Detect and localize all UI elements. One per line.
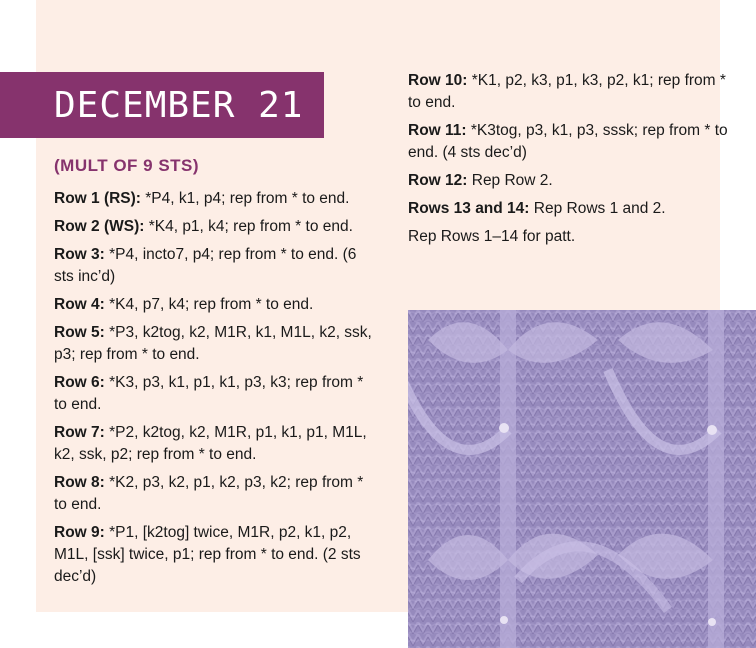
row-instruction: Row 11: *K3tog, p3, k1, p3, sssk; rep from * to end. (4 sts dec’d) (408, 122, 728, 161)
row-instruction: Row 6: *K3, p3, k1, p1, k1, p3, k3; rep from * to end. (54, 374, 364, 413)
row-instruction: Rep Rows 1–14 for patt. (408, 228, 576, 245)
row-instruction: Row 10: *K1, p2, k3, p1, k3, p2, k1; rep from * to end. (408, 72, 726, 111)
page-title: DECEMBER 21 (54, 85, 304, 126)
row-instruction: Rows 13 and 14: Rep Rows 1 and 2. (408, 200, 666, 217)
stitch-multiple: (MULT OF 9 STS) (54, 156, 200, 175)
row-instruction: Row 12: Rep Row 2. (408, 172, 553, 189)
instructions-right (408, 70, 728, 254)
row-instruction: Row 1 (RS): *P4, k1, p4; rep from * to end. (54, 190, 350, 207)
row-instruction: Row 7: *P2, k2tog, k2, M1R, p1, k1, p1, M1L, k2, ssk, p2; rep from * to end. (54, 424, 367, 463)
instructions-left (54, 188, 378, 594)
row-instruction: Row 8: *K2, p3, k2, p1, k2, p3, k2; rep from * to end. (54, 474, 364, 513)
date-banner (0, 72, 324, 138)
row-instruction: Row 2 (WS): *K4, p1, k4; rep from * to end. (54, 218, 353, 235)
row-instruction: Row 9: *P1, [k2tog] twice, M1R, p2, k1, p2, M1L, [ssk] twice, p1; rep from * to end. (2 sts dec’d) (54, 524, 361, 585)
row-instruction: Row 4: *K4, p7, k4; rep from * to end. (54, 296, 314, 313)
row-instruction: Row 3: *P4, incto7, p4; rep from * to end. (6 sts inc’d) (54, 246, 357, 285)
knit-swatch-photo (408, 310, 756, 648)
row-instruction: Row 5: *P3, k2tog, k2, M1R, k1, M1L, k2, ssk, p3; rep from * to end. (54, 324, 372, 363)
